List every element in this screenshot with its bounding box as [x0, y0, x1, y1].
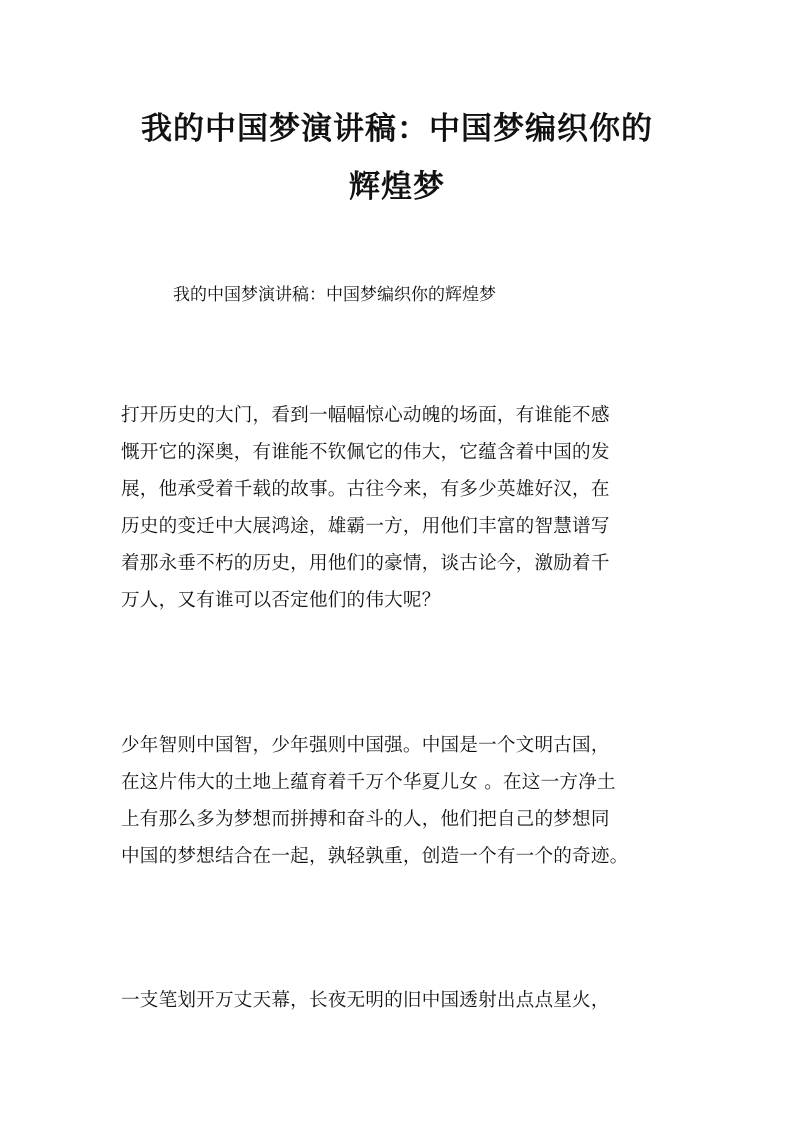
paragraph-2 [121, 727, 681, 875]
paragraph-line: 在这片伟大的土地上蕴育着千万个华夏儿女 。在这一方净土 [121, 772, 616, 793]
paragraph-line: 中国的梦想结合在一起，孰轻孰重，创造一个有一个的奇迹。 [121, 846, 629, 867]
paragraph-line: 上有那么多为梦想而拼搏和奋斗的人，他们把自己的梦想同 [121, 809, 610, 830]
document-subtitle: 我的中国梦演讲稿：中国梦编织你的辉煌梦 [173, 285, 496, 305]
paragraph-line: 一支笔划开万丈天幕，长夜无明的旧中国透射出点点星火， [121, 990, 610, 1011]
paragraph-line: 万人，又有谁可以否定他们的伟大呢？ [121, 590, 441, 611]
paragraph-line: 展，他承受着千载的故事。古往今来，有多少英雄好汉，在 [121, 479, 610, 500]
paragraph-line: 少年智则中国智，少年强则中国强。中国是一个文明古国， [121, 735, 610, 756]
document-title-line-2: 辉煌梦 [349, 169, 445, 205]
paragraph-line: 打开历史的大门，看到一幅幅惊心动魄的场面，有谁能不感 [121, 405, 610, 426]
paragraph-line: 着那永垂不朽的历史，用他们的豪情，谈古论今，激励着千 [121, 553, 610, 574]
paragraph-3 [121, 982, 681, 1019]
paragraph-1 [121, 397, 681, 619]
paragraph-line: 历史的变迁中大展鸿途，雄霸一方，用他们丰富的智慧谱写 [121, 516, 610, 537]
document-title-line-1: 我的中国梦演讲稿：中国梦编织你的 [141, 111, 653, 147]
paragraph-line: 慨开它的深奥，有谁能不钦佩它的伟大，它蕴含着中国的发 [121, 442, 610, 463]
